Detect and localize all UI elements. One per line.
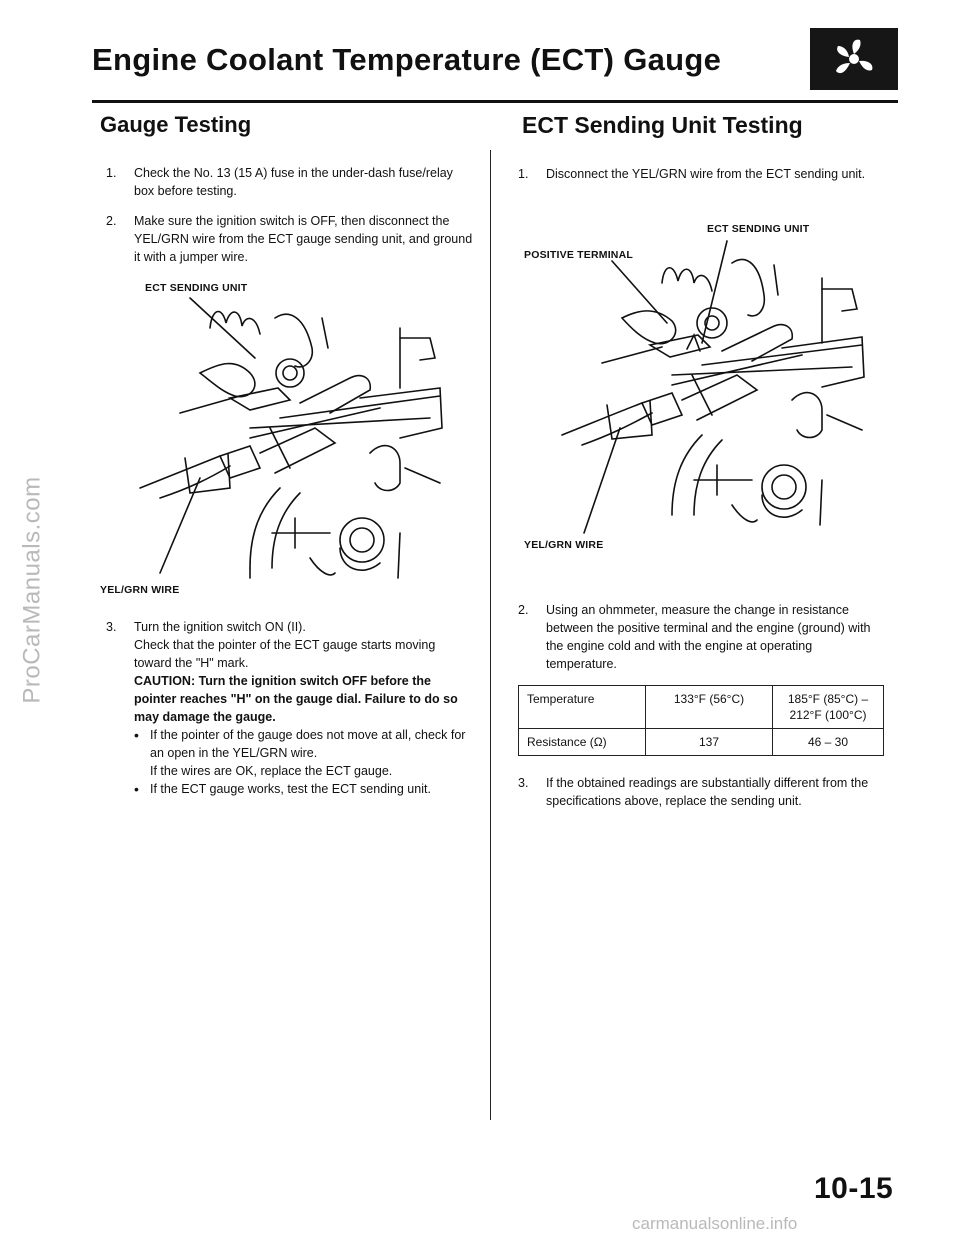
table-cell: 137 <box>646 729 773 756</box>
cooling-fan-icon <box>810 28 898 90</box>
gauge-testing-section <box>100 112 475 810</box>
step-number: 1. <box>518 167 529 181</box>
resistance-spec-table <box>518 685 884 756</box>
page-title: Engine Coolant Temperature (ECT) Gauge <box>92 42 722 77</box>
bullet-text: If the wires are OK, replace the ECT gauge. <box>150 764 393 778</box>
step-text: Turn the ignition switch ON (II). <box>134 620 306 634</box>
gauge-step-2 <box>100 212 475 266</box>
result-bullets <box>134 726 475 798</box>
header-rule <box>92 100 898 103</box>
watermark <box>18 330 48 850</box>
positive-terminal-callout: POSITIVE TERMINAL <box>524 249 633 261</box>
gauge-step-3 <box>100 618 475 798</box>
bullet-text: If the ECT gauge works, test the ECT sending unit. <box>150 782 431 796</box>
yel-grn-wire-callout: YEL/GRN WIRE <box>524 539 604 551</box>
table-cell: 185°F (85°C) – 212°F (100°C) <box>773 686 884 729</box>
step-text: Check that the pointer of the ECT gauge starts moving toward the "H" mark. <box>134 638 436 670</box>
table-cell: 133°F (56°C) <box>646 686 773 729</box>
step-number: 3. <box>518 776 529 790</box>
step-number: 2. <box>106 214 117 228</box>
list-item <box>134 780 475 798</box>
sending-unit-testing-section <box>512 112 886 822</box>
footer-watermark: carmanualsonline.info <box>632 1214 798 1233</box>
watermark-text: ProCarManuals.com <box>19 476 46 704</box>
table-cell: Resistance (Ω) <box>519 729 646 756</box>
engine-illustration <box>512 223 886 563</box>
step-text: Make sure the ignition switch is OFF, then disconnect the YEL/GRN wire from the ECT gauge sending unit, and ground it with a jumper wire. <box>134 214 473 264</box>
bullet-icon: • <box>134 781 139 797</box>
table-row <box>519 729 884 756</box>
step-text: Check the No. 13 (15 A) fuse in the under-dash fuse/relay box before testing. <box>134 166 453 198</box>
column-divider <box>490 150 491 1120</box>
sending-step-3 <box>512 774 886 810</box>
bullet-text: If the pointer of the gauge does not move at all, check for an open in the YEL/GRN wire. <box>150 728 466 760</box>
yel-grn-wire-callout: YEL/GRN WIRE <box>100 584 180 596</box>
step-text: Using an ohmmeter, measure the change in resistance between the positive terminal and the engine (ground) with the engine cold and with the engine at operating temperature. <box>546 603 871 671</box>
step-number: 3. <box>106 620 117 634</box>
gauge-step-1 <box>100 164 475 200</box>
step-text: If the obtained readings are substantially different from the specifications above, replace the sending unit. <box>546 776 869 808</box>
bullet-icon: • <box>134 727 139 743</box>
step-number: 2. <box>518 603 529 617</box>
section-heading-sending-unit-testing: ECT Sending Unit Testing <box>522 112 803 138</box>
table-row <box>519 686 884 729</box>
step-text: Disconnect the YEL/GRN wire from the ECT sending unit. <box>546 167 866 181</box>
table-cell: 46 – 30 <box>773 729 884 756</box>
list-item <box>134 726 475 780</box>
ect-sending-unit-callout: ECT SENDING UNIT <box>707 223 810 235</box>
ect-sending-unit-callout: ECT SENDING UNIT <box>145 282 248 294</box>
sending-unit-figure <box>512 223 886 613</box>
sending-step-1 <box>512 165 886 183</box>
page-number: 10-15 <box>814 1172 894 1205</box>
section-heading-gauge-testing: Gauge Testing <box>100 112 252 137</box>
step-number: 1. <box>106 166 117 180</box>
gauge-testing-figure <box>100 278 475 608</box>
engine-illustration <box>100 278 475 608</box>
table-cell: Temperature <box>519 686 646 729</box>
caution-note: CAUTION: Turn the ignition switch OFF before the pointer reaches "H" on the gauge dial. Failure to do so may damage the gauge. <box>134 674 458 724</box>
